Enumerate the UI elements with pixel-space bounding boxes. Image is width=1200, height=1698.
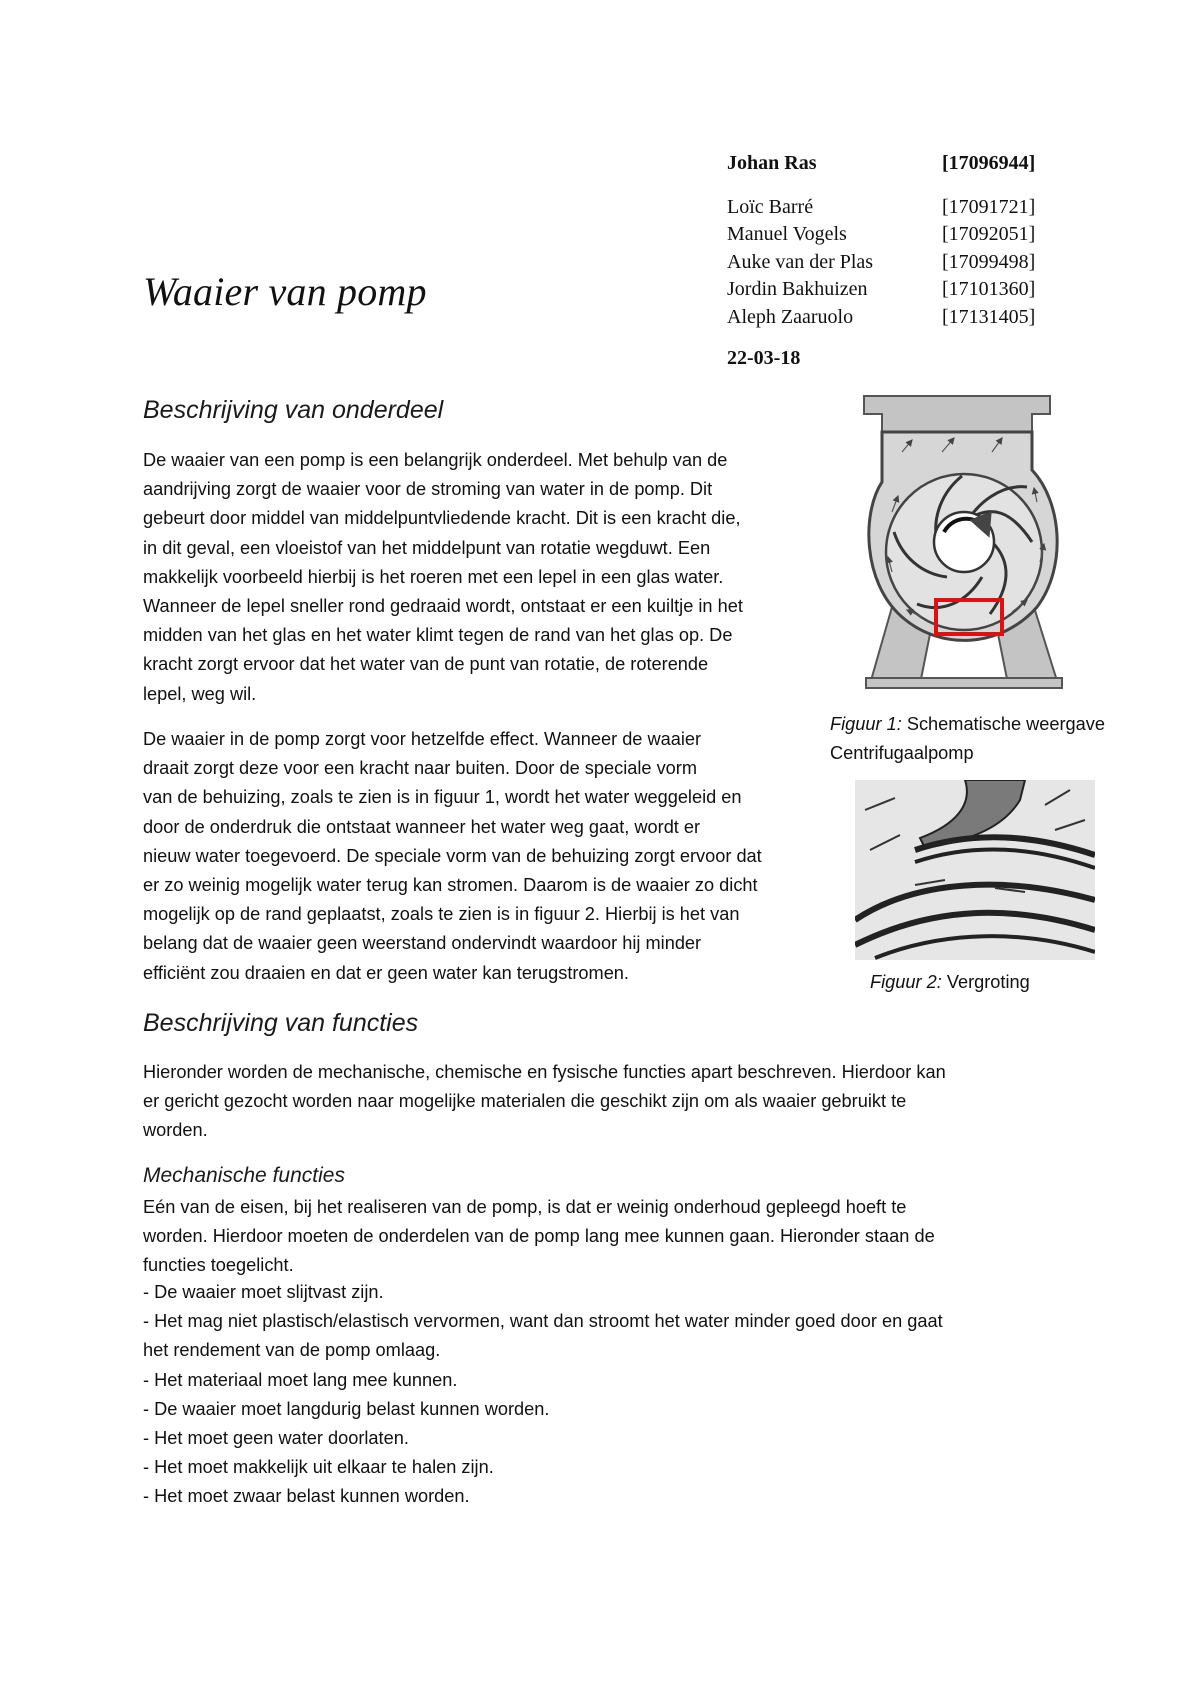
list-item: - De waaier moet langdurig belast kunnen worden.: [143, 1398, 550, 1419]
text-line: in dit geval, een vloeistof van het middelpunt van rotatie wegduwt. Een: [143, 537, 711, 558]
text-line: efficiënt zou draaien en dat er geen water kan terugstromen.: [143, 962, 629, 983]
text-line: belang dat de waaier geen weerstand ondervindt waardoor hij minder: [143, 933, 702, 954]
author-row: [727, 221, 1067, 249]
figure2-caption-text: Vergroting: [941, 972, 1030, 992]
pump-schematic-figure: [862, 392, 1067, 692]
author-row: [727, 249, 1067, 277]
pump-base: [866, 678, 1062, 688]
list-item: - De waaier moet slijtvast zijn.: [143, 1282, 384, 1302]
figure2-label: Figuur 2:: [870, 972, 942, 992]
list-item: - Het mag niet plastisch/elastisch vervormen, want dan stroomt het water minder goed door en gaat: [143, 1311, 943, 1332]
text-line: door de onderdruk die ontstaat wanneer het water weg gaat, wordt er: [143, 816, 701, 837]
text-line: er gericht gezocht worden naar mogelijke materialen die geschikt zijn om als waaier gebruikt te: [143, 1091, 907, 1112]
mechanical-requirements-list: [143, 1278, 1063, 1512]
author-id: [17101360]: [942, 278, 1036, 301]
text-line: draait zorgt deze voor een kracht naar buiten. Door de speciale vorm: [143, 758, 698, 779]
text-line: aandrijving zorgt de waaier voor de stroming van water in de pomp. Dit: [143, 479, 713, 500]
subsection-heading-mechanisch: Mechanische functies: [143, 1164, 345, 1187]
list-item: - Het moet makkelijk uit elkaar te halen zijn.: [143, 1457, 494, 1478]
author-id: [17091721]: [942, 195, 1036, 218]
text-line: Eén van de eisen, bij het realiseren van de pomp, is dat er weinig onderhoud gepleegd hoeft te: [143, 1197, 907, 1217]
list-item: - Het moet zwaar belast kunnen worden.: [143, 1486, 470, 1507]
figure1-caption-text: Schematische weergave: [901, 714, 1105, 734]
author-row-lead: [727, 150, 1067, 178]
author-name: Johan Ras: [727, 152, 817, 175]
pump-outlet-flange: [864, 396, 1050, 432]
paragraph-functies-intro: [143, 1058, 946, 1146]
text-line: midden van het glas en het water klimt tegen de rand van het glas op. De: [143, 625, 733, 646]
figure1-label: Figuur 1:: [830, 714, 902, 734]
text-line: worden. Hierdoor moeten de onderdelen van de pomp lang mee kunnen gaan. Hieronder staan de: [143, 1226, 935, 1247]
list-item: het rendement van de pomp omlaag.: [143, 1340, 441, 1361]
text-line: De waaier in de pomp zorgt voor hetzelfde effect. Wanneer de waaier: [143, 729, 702, 749]
document-title: Waaier van pomp: [143, 269, 427, 314]
text-line: nieuw water toegevoerd. De speciale vorm van de behuizing zorgt ervoor dat: [143, 845, 762, 866]
text-line: van de behuizing, zoals te zien is in figuur 1, wordt het water weggeleid en: [143, 787, 742, 808]
section-heading-onderdeel: Beschrijving van onderdeel: [143, 396, 444, 424]
author-row: [727, 194, 1067, 222]
author-row: [727, 276, 1067, 304]
text-line: Hieronder worden de mechanische, chemische en fysische functies apart beschreven. Hierdoor kan: [143, 1062, 946, 1082]
list-item: - Het moet geen water doorlaten.: [143, 1428, 409, 1449]
text-line: functies toegelicht.: [143, 1255, 294, 1276]
impeller-eye: [934, 512, 994, 572]
section-heading-functies: Beschrijving van functies: [143, 1009, 419, 1037]
text-line: De waaier van een pomp is een belangrijk onderdeel. Met behulp van de: [143, 450, 728, 470]
author-row: [727, 304, 1067, 332]
author-id: [17092051]: [942, 223, 1036, 246]
text-line: gebeurt door middel van middelpuntvliedende kracht. Dit is een kracht die,: [143, 508, 741, 529]
text-line: mogelijk op de rand geplaatst, zoals te zien is in figuur 2. Hierbij is het van: [143, 904, 740, 925]
author-name: Manuel Vogels: [727, 223, 847, 246]
impeller-enlargement-figure: [855, 780, 1095, 960]
author-id: [17099498]: [942, 250, 1036, 273]
figure1-caption: [830, 710, 1160, 768]
text-line: lepel, weg wil.: [143, 683, 257, 704]
text-line: Wanneer de lepel sneller rond gedraaid wordt, ontstaat er een kuiltje in het: [143, 596, 743, 617]
author-name: Loïc Barré: [727, 195, 814, 218]
author-id: [17096944]: [942, 152, 1036, 175]
author-name: Auke van der Plas: [727, 250, 874, 273]
text-line: er zo weinig mogelijk water terug kan stromen. Daarom is de waaier zo dicht: [143, 875, 758, 896]
author-name: Aleph Zaaruolo: [727, 305, 854, 328]
author-block: [727, 150, 1067, 370]
figure2-caption: [870, 968, 1130, 997]
paragraph-onderdeel-1: [143, 446, 743, 709]
text-line: makkelijk voorbeeld hierbij is het roeren met een lepel in een glas water.: [143, 566, 724, 587]
document-date: 22-03-18: [727, 347, 801, 369]
figure1-caption-text-2: Centrifugaalpomp: [830, 743, 974, 763]
author-name: Jordin Bakhuizen: [727, 278, 868, 301]
text-line: kracht zorgt ervoor dat het water van de punt van rotatie, de roterende: [143, 654, 709, 675]
text-line: worden.: [143, 1120, 208, 1141]
paragraph-mechanisch-intro: [143, 1193, 935, 1281]
paragraph-onderdeel-2: [143, 725, 762, 988]
author-id: [17131405]: [942, 305, 1036, 328]
list-item: - Het materiaal moet lang mee kunnen.: [143, 1369, 458, 1390]
